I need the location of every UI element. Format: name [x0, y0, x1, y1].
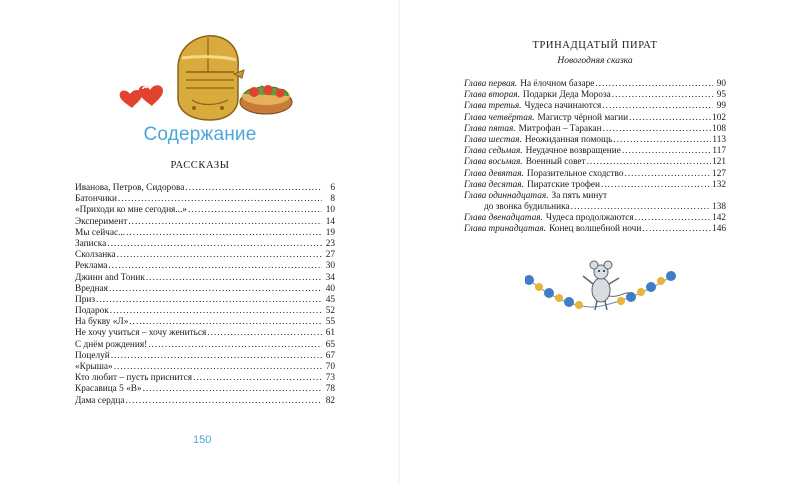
toc-entry [75, 250, 335, 261]
chapter-label: Глава тринадцатая. [464, 224, 547, 235]
toc-entry [75, 217, 335, 228]
toc-entry-title: Джинн and Тоник [75, 272, 145, 283]
toc-leader-dots [146, 273, 322, 284]
chapter-entry [464, 79, 726, 90]
toc-entry [75, 351, 335, 362]
toc-entry-title: Дама сердца [75, 395, 125, 406]
chapter-label: Глава двенадцатая. [464, 213, 543, 224]
chapter-title: Подарки Деда Мороза [522, 90, 611, 101]
toc-leader-dots [185, 183, 322, 194]
chapter-entry-text [464, 79, 594, 90]
hearts-icon [120, 85, 163, 108]
chapter-title: За пять минут [551, 190, 608, 201]
toc-entry-title: Иванова, Петров, Сидорова [75, 183, 185, 193]
chapter-entry-continuation [464, 202, 726, 213]
chapter-entry [464, 113, 726, 124]
chapter-entry [464, 180, 726, 191]
toc-entry [75, 306, 335, 317]
toc-entry [75, 261, 335, 272]
toc-entry [75, 284, 335, 295]
toc-leader-dots [126, 228, 322, 239]
story-subtitle: Новогодняя сказка [557, 56, 633, 66]
chapter-entry-text [464, 224, 641, 235]
chapter-page: 121 [712, 157, 726, 168]
chapter-entry-text [464, 191, 607, 202]
page-number: 150 [193, 434, 212, 446]
chapter-label: Глава четвёртая. [464, 112, 535, 123]
chapter-label: Глава первая. [464, 79, 518, 89]
toc-entry-page: 6 [330, 183, 335, 193]
chapter-page: 117 [712, 146, 726, 157]
chapter-entry [464, 124, 726, 135]
contents-heading: Содержание [143, 124, 257, 145]
toc-leader-dots [642, 224, 711, 235]
toc-entry-page: 8 [330, 194, 335, 205]
story-title: ТРИНАДЦАТЫЙ ПИРАТ [532, 40, 658, 51]
toc-entry-title: «Крыша» [75, 362, 113, 372]
chapter-entry-text [464, 90, 611, 101]
toc-leader-dots [571, 202, 711, 213]
chapter-page: 102 [712, 112, 726, 123]
chapter-title: Чудеса начинаются [524, 101, 602, 112]
toc-entry-title: Кто любит – пусть приснится [75, 373, 193, 384]
chapter-entry-text [464, 135, 612, 146]
toc-entry-page: 34 [325, 272, 335, 283]
toc-entry-title: С днём рождения! [75, 339, 148, 350]
toc-entry [75, 205, 335, 216]
toc-leader-dots [118, 194, 322, 205]
toc-leader-dots [622, 146, 712, 157]
toc-entry-page: 52 [325, 306, 335, 317]
toc-entry-title: Вредная [75, 283, 108, 294]
chapter-page: 138 [712, 202, 726, 213]
toc-entry [75, 239, 335, 250]
chapter-title-continuation: до звонка будильника [484, 202, 570, 213]
toc-entry-title: Записка [75, 238, 107, 249]
chapter-title: Поразительное сходство [526, 168, 624, 179]
toc-leader-dots [635, 213, 711, 224]
right-page [400, 0, 800, 482]
chapter-page: 99 [716, 101, 726, 112]
chapter-page: 127 [712, 168, 726, 179]
toc-leader-dots [603, 124, 711, 135]
chapter-page: 95 [716, 90, 726, 101]
chapter-entry-text [464, 146, 621, 157]
chapter-label: Глава третья. [464, 101, 522, 112]
chapter-entry-text [464, 124, 602, 135]
chapter-label: Глава одиннадцатая. [464, 190, 549, 201]
toc-entry-page: 40 [325, 283, 335, 294]
toc-leader-dots [111, 351, 322, 362]
chapter-title: Чудеса продолжаются [545, 213, 634, 224]
chapter-page: 146 [712, 224, 726, 235]
toc-entry-page: 55 [325, 317, 335, 328]
chapter-label: Глава девятая. [464, 168, 524, 179]
chapters-toc-list [464, 79, 726, 236]
toc-leader-dots [587, 157, 711, 168]
toc-leader-dots [109, 284, 322, 295]
toc-leader-dots [612, 90, 713, 101]
toc-entry [75, 384, 335, 395]
toc-leader-dots [207, 328, 322, 339]
toc-leader-dots [110, 306, 322, 317]
chapter-entry-text [464, 113, 628, 124]
toc-entry-title: Эксперимент [75, 216, 128, 227]
chapter-entry-text [464, 169, 623, 180]
chapter-title: Неудачное возвращение [525, 146, 621, 157]
knight-helmet-illustration [116, 28, 296, 124]
toc-leader-dots [188, 205, 322, 216]
toc-entry-page: 65 [325, 339, 335, 350]
toc-leader-dots [148, 340, 322, 351]
toc-entry-title: Красавица 5 «В» [75, 384, 142, 395]
toc-entry [75, 373, 335, 384]
toc-leader-dots [114, 362, 322, 373]
toc-entry-title: На букву «Л» [75, 317, 129, 328]
toc-entry-page: 73 [325, 373, 335, 384]
toc-leader-dots [143, 384, 322, 395]
toc-entry [75, 194, 335, 205]
toc-entry-page: 30 [325, 261, 335, 272]
toc-leader-dots [601, 180, 711, 191]
toc-entry-page: 78 [325, 384, 335, 395]
chapter-entry-text [464, 157, 586, 168]
chapter-entry [464, 90, 726, 101]
toc-entry-page: 67 [325, 350, 335, 361]
toc-leader-dots [125, 396, 322, 407]
chapter-title: Магистр чёрной магии [537, 112, 629, 123]
toc-leader-dots [128, 217, 322, 228]
toc-entry-page: 23 [325, 238, 335, 249]
toc-entry [75, 295, 335, 306]
toc-entry-page: 27 [325, 250, 335, 261]
chapter-title: На ёлочном базаре [520, 79, 595, 89]
toc-entry-title: Приз [75, 294, 96, 305]
toc-entry-page: 19 [325, 227, 335, 238]
toc-entry [75, 317, 335, 328]
chapter-entry [464, 135, 726, 146]
toc-entry [75, 273, 335, 284]
toc-entry [75, 228, 335, 239]
toc-leader-dots [595, 79, 713, 90]
chapter-entry-text [464, 101, 601, 112]
chapter-label: Глава пятая. [464, 123, 516, 134]
toc-entry [75, 340, 335, 351]
toc-leader-dots [602, 101, 713, 112]
toc-entry [75, 396, 335, 407]
chapter-label: Глава вторая. [464, 90, 520, 101]
toc-leader-dots [193, 373, 322, 384]
toc-entry-page: 82 [325, 395, 335, 406]
chapter-entry [464, 191, 726, 202]
mouse-icon [583, 261, 633, 310]
toc-entry-title: Не хочу учиться – хочу жениться [75, 328, 207, 339]
toc-entry-title: Подарок [75, 306, 109, 317]
chapter-label: Глава десятая. [464, 179, 524, 190]
toc-entry-page: 14 [325, 216, 335, 227]
toc-entry-page: 70 [325, 362, 335, 372]
chapter-label: Глава седьмая. [464, 146, 523, 157]
chapter-entry [464, 213, 726, 224]
toc-entry-title: Сколзанка [75, 250, 116, 261]
chapter-entry-text [464, 180, 600, 191]
stories-toc-list [75, 183, 335, 407]
chapter-page: 142 [712, 213, 726, 224]
toc-leader-dots [96, 295, 322, 306]
toc-entry-title: «Приходи ко мне сегодня...» [75, 205, 187, 216]
toc-entry [75, 362, 335, 373]
mouse-on-garland-illustration [525, 250, 677, 330]
chapter-title: Военный совет [525, 157, 586, 168]
chapter-entry [464, 101, 726, 112]
chapter-page: 90 [716, 79, 726, 89]
toc-entry-title: Реклама [75, 261, 108, 272]
knight-helmet-icon [178, 36, 244, 120]
toc-leader-dots [613, 135, 711, 146]
toc-leader-dots [129, 317, 322, 328]
chapter-page: 113 [712, 134, 726, 145]
chapter-label: Глава восьмая. [464, 157, 523, 168]
stories-section-heading: РАССКАЗЫ [170, 160, 230, 171]
toc-entry [75, 328, 335, 339]
chapter-label: Глава шестая. [464, 134, 522, 145]
chapter-title: Митрофан – Таракан [518, 123, 602, 134]
toc-entry-title: Поцелуй [75, 350, 110, 361]
chapter-page: 132 [712, 179, 726, 190]
toc-leader-dots [108, 261, 322, 272]
sandwich-icon [240, 85, 292, 114]
toc-leader-dots [107, 239, 322, 250]
toc-leader-dots [629, 113, 711, 124]
chapter-page: 108 [712, 123, 726, 134]
toc-leader-dots [624, 169, 711, 180]
toc-entry-page: 10 [325, 205, 335, 216]
toc-leader-dots [117, 250, 322, 261]
chapter-title: Пиратские трофеи [526, 179, 601, 190]
chapter-entry-text [464, 213, 634, 224]
chapter-title: Неожиданная помощь [524, 134, 613, 145]
chapter-entry [464, 169, 726, 180]
toc-entry-page: 45 [325, 294, 335, 305]
chapter-entry [464, 146, 726, 157]
toc-entry-title: Мы сейчас... [75, 227, 126, 238]
toc-entry-page: 61 [325, 328, 335, 339]
toc-entry-title: Батончики [75, 194, 117, 205]
chapter-entry [464, 224, 726, 235]
toc-entry [75, 183, 335, 194]
chapter-entry [464, 157, 726, 168]
chapter-title: Конец волшебной ночи [549, 224, 642, 235]
